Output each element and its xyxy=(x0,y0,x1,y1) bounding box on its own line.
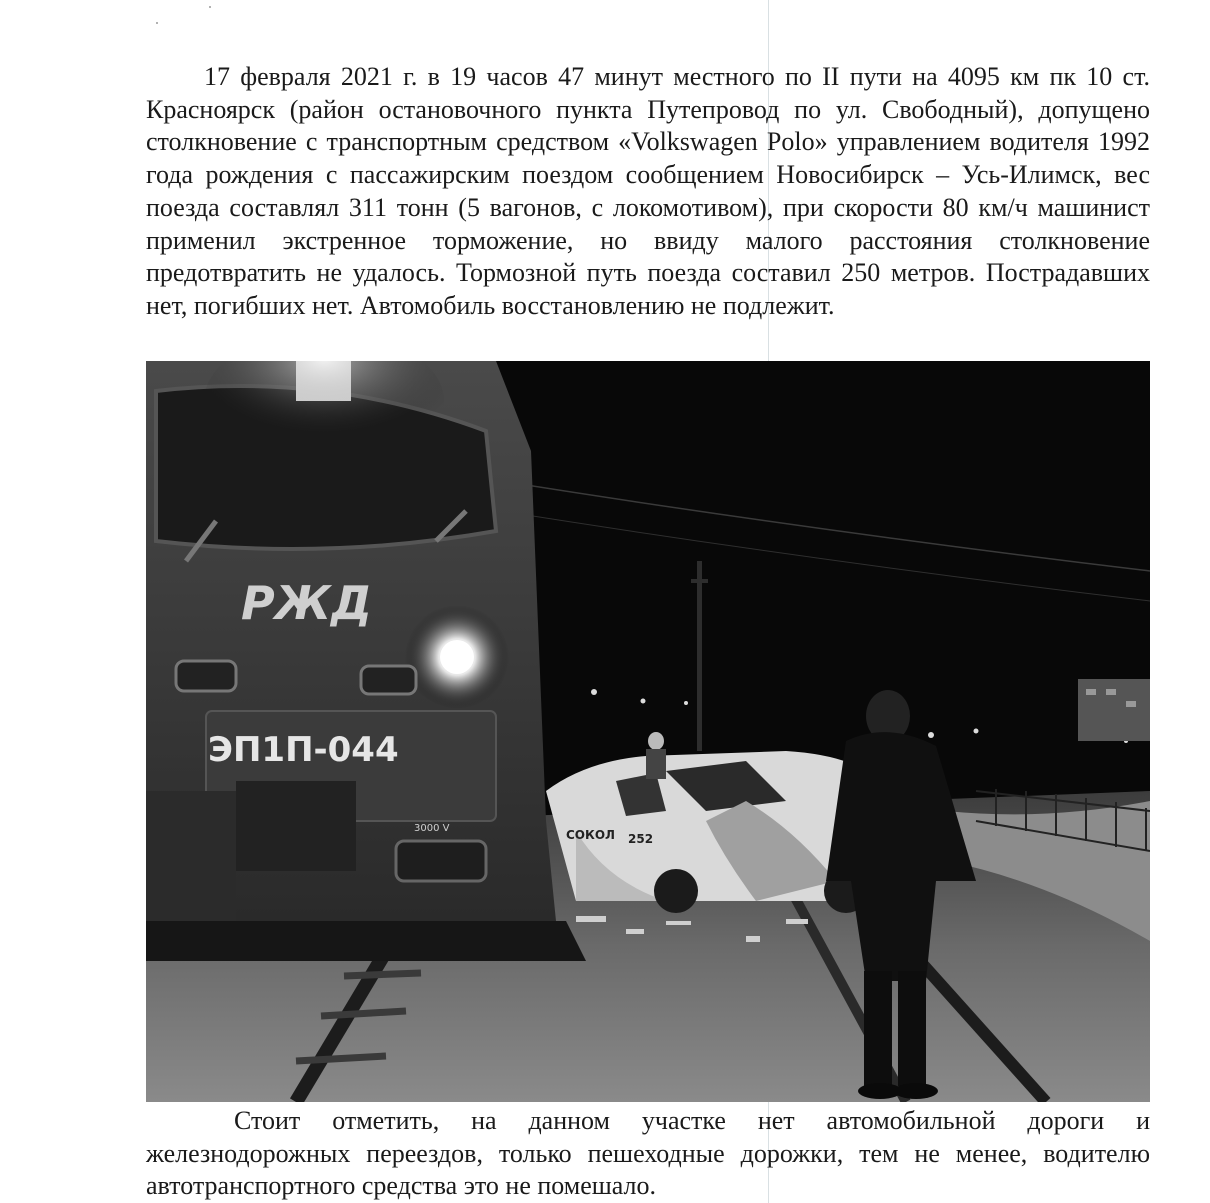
paragraph-incident-text: 17 февраля 2021 г. в 19 часов 47 минут местного по II пути на 4095 км пк 10 ст. Красноярск (район остановочного пункта Путепровод по ул. Свободный), допущено столкновение с транспортным средством «Volkswagen Polo» управлением водителя 1992 года рождения с пассажирским поездом сообщением Новосибирск – Усь-Илимск, вес поезда составлял 311 тонн (5 вагонов, с локомотивом), при скорости 80 км/ч машинист применил экстренное торможение, но ввиду малого расстояния столкновение предотвратить не удалось. Тормозной путь поезда составил 250 метров. Пострадавших нет, погибших нет. Автомобиль восстановлению не подлежит. xyxy=(146,62,1150,320)
rzd-logo: РЖД xyxy=(241,576,372,630)
paragraph-incident xyxy=(146,61,1150,323)
accident-photo-drawing xyxy=(146,361,1150,1102)
paragraph-remark-text: Стоит отметить, на данном участке нет автомобильной дороги и железнодорожных переездов, только пешеходные дорожки, тем не менее, водителю автотранспортного средства это не помешало. xyxy=(146,1106,1150,1200)
car-logo: СОКОЛ xyxy=(566,828,615,842)
accident-photo xyxy=(146,361,1150,1102)
scan-dust xyxy=(156,22,158,24)
paragraph-remark xyxy=(146,1105,1150,1203)
scan-dust xyxy=(209,6,211,8)
car-number: 252 xyxy=(628,832,654,846)
locomotive-number: ЭП1П-044 xyxy=(208,730,399,770)
voltage-label: 3000 V xyxy=(414,823,450,834)
